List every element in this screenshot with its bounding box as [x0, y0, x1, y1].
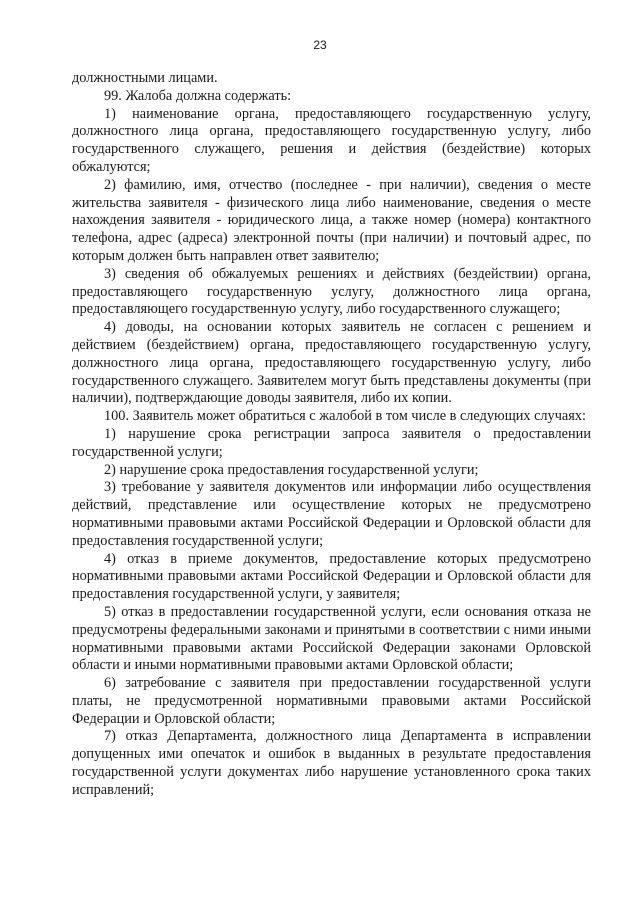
paragraph-3: 2) фамилию, имя, отчество (последнее - при наличии), сведения о месте жительства заявителя - физического лица либо наименование, сведения о месте нахождения заявителя - юридического лица, а также номер (номера) контактного телефона, адрес (адреса) электронной почты (при наличии) и почтовый адрес, по которым должен быть направлен ответ заявителю;: [72, 176, 591, 264]
paragraph-8: 2) нарушение срока предоставления государственной услуги;: [104, 461, 479, 478]
paragraph-4: 3) сведения об обжалуемых решениях и действиях (бездействии) органа, предоставляющего государственную услугу, должностного лица органа, предоставляющего государственную услугу, либо государственного служащего;: [72, 265, 591, 318]
paragraph-13: 7) отказ Департамента, должностного лица Департамента в исправлении допущенных ими опечаток и ошибок в выданных в результате предоставления государственной услуги документах либо нарушение установленного срока таких исправлений;: [72, 728, 591, 798]
paragraph-9: 3) требование у заявителя документов или информации либо осуществления действий, представление или осуществление которых не предусмотрено нормативными правовыми актами Российской Федерации и Орловской области для предоставления государственной услуги;: [72, 479, 591, 549]
paragraph-11: 5) отказ в предоставлении государственной услуги, если основания отказа не предусмотрены федеральными законами и принятыми в соответствии с ними иными нормативными правовыми актами Российской Федерации законами Орловской области и иными нормативными правовыми актами Орловской области;: [72, 603, 591, 674]
paragraph-2: 1) наименование органа, предоставляющего государственную услугу, должностного лица органа, предоставляющего государственную услугу, либо государственного служащего, решения и действия (бездействие) которых обжалуются;: [72, 105, 591, 175]
paragraph-7: 1) нарушение срока регистрации запроса заявителя о предоставлении государственной услуги;: [72, 425, 591, 460]
paragraph-12: 6) затребование с заявителя при предоставлении государственной услуги платы, не предусмотренной нормативными правовыми актами Российской Федерации и Орловской области;: [72, 675, 591, 727]
paragraph-1: 99. Жалоба должна содержать:: [104, 87, 292, 104]
paragraph-0: должностными лицами.: [72, 70, 218, 86]
paragraph-6: 100. Заявитель может обратиться с жалобой в том числе в следующих случаях:: [104, 408, 586, 425]
paragraph-5: 4) доводы, на основании которых заявитель не согласен с решением и действием (бездействием) органа, предоставляющего государственную услугу, должностного лица органа, предоставляющего государственную услугу, либо государственного служащего. Заявителем могут быть представлены документы (при наличии), подтверждающие доводы заявителя, либо их копии.: [72, 319, 591, 407]
paragraph-10: 4) отказ в приеме документов, предоставление которых предусмотрено нормативными правовыми актами Российской Федерации и Орловской области для предоставления государственной услуги, у заявителя;: [72, 550, 591, 603]
page-number: 23: [313, 38, 327, 52]
document-body: [72, 70, 591, 800]
